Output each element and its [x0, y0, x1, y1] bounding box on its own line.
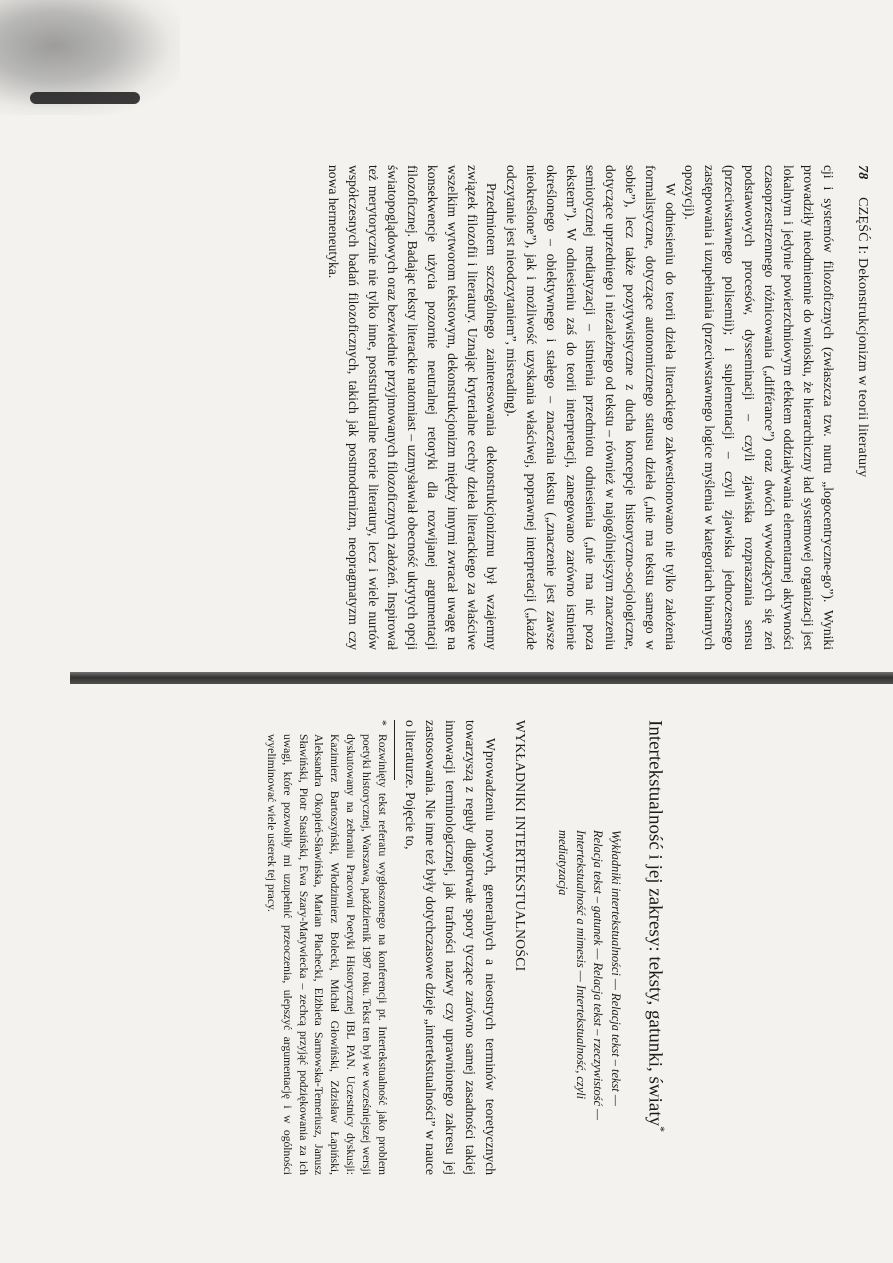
running-head: [854, 165, 870, 650]
footnote-mark: *: [375, 720, 389, 726]
page-78: [110, 165, 870, 650]
footnote: [263, 720, 389, 1175]
paragraph: Przedmiotem szczególnego zainteresowania dekonstrukcjonizmu był wzajemny związek filozofii i literatury. Uznając kryterialne cechy dzieła literackiego za właściwe wszelkim wytworom tekstowym, dekonstrukcjonizm między innymi zwracał uwagę na konsekwencje użycia pozornie neutralnej retoryki dla rozwijanej argumentacji filozoficznej. Badając teksty literackie natomiast – uzmysławiał obecność ukrytych opcji światopoglądowych oraz bezwiednie przyjmowanych filozoficznych założeń. Inspirował też merytorycznie nie tylko inne, poststrukturalne teorie literatury, lecz i wiele nurtów współczesnych badań filozoficznych, takich jak postmodernizm, neopragmatyzm czy nowa hermeneutyka.: [326, 165, 500, 650]
paragraph: cji i systemów filozoficznych (zwłaszcza tzw. nurtu „logocentryczne-go”). Wyniki prowadziły nieodmiennie do wniosku, że hierarchiczny ład systemowej organizacji jest lokalnym i jedynie powierzchniowym efektem oddziaływania elementarnej aktywności czasoprzestrzennego różnicowania („différance”) oraz dwóch wywodzących się zeń podstawowych procesów, dysseminacji – czyli zjawiska rozpraszania sensu (przeciwstawnego polisemii); i suplementacji – czyli zjawiska jednoczesnego zastępowania i uzupełniania (przeciwstawnego logice myślenia w kategoriach binarnych opozycji).: [682, 165, 836, 650]
page-78-body: [323, 165, 838, 650]
chapter-contents-epigraph: Wykładniki intertekstualności — Relacja tekst – tekst — Relacja tekst – gatunek — Relacja tekst – rzeczywistość — Intertekstualność a mimesis — Intertekstualność, czyli mediatyzacja: [556, 830, 623, 1121]
scan-edge-mark: [30, 92, 140, 104]
running-head-title: CZĘŚĆ I: Dekonstrukcjonizm w teorii literatury: [855, 197, 870, 478]
chapter-body: [401, 720, 500, 1175]
footnote-rule: [394, 720, 395, 780]
paragraph: W odniesieniu do teorii dzieła literackiego zakwestionowano nie tylko założenia formalistyczne, dotyczące autonomicznego statusu dzieła („nie ma tekstu samego w sobie”), lecz także pozytywistyczne z ducha koncepcje historyczno-socjologiczne, dotyczące uprzedniego i niezależnego od tekstu – również w najogólniejszym znaczeniu semiotycznej mediatyzacji – istnienia przedmiotu odniesienia („nie ma nic poza tekstem”). W odniesieniu zaś do teorii interpretacji, zanegowano zarówno istnienie określonego – obiektywnego i stałego – znaczenia tekstu („znaczenie jest zawsze nieokreślone”), jak i możliwość uzyskania właściwej, poprawnej interpretacji („każde odczytanie jest nieodczytaniem”, misreading).: [504, 165, 678, 650]
book-fold-shadow: [70, 672, 893, 684]
page-number: 78: [855, 165, 870, 180]
chapter-page: [108, 720, 668, 1175]
paragraph: Wprowadzeniu nowych, generalnych a nieostrych terminów teoretycznych towarzyszą z reguły długotrwałe spory tyczące zarówno samej zasadności takiej innowacji terminologicznej, jak trafności nazwy czy uprawnionego zakresu jej zastosowania. Nie inne też były dotychczasowe dzieje „intertekstualności” w nauce o literaturze. Pojęcie to,: [403, 720, 498, 1175]
footnote-text: Rozwinięty tekst referatu wygłoszonego na konferencji pt. Intertekstualność jako problem poetyki historycznej, Warszawa, październik 1987 roku. Tekst ten był we wcześniejszej wersji dyskutowany na zebraniu Pracowni Poetyki Historycznej IBL PAN. Uczestnicy dyskusji: Kazimierz Bartoszyński, Włodzimierz Bolecki, Michał Głowiński, Zdzisław Łapiński, Aleksandra Okopień-Sławińska, Marian Płachecki, Elżbieta Sarnowska-Temeriusz, Janusz Sławiński, Piotr Stasiński, Ewa Szary-Matywiecka – zechcą przyjąć podziękowania za ich uwagi, które pozwoliły mi uzupełnić przeoczenia, ulepszyć argumentację i w ogólności wyeliminować wiele usterek tej pracy.: [265, 734, 389, 1175]
section-title: WYKŁADNIKI INTERTEKSTUALNOŚCI: [512, 720, 528, 972]
chapter-footnote-mark: *: [654, 1126, 668, 1133]
chapter-title-text: Intertekstualność i jej zakresy: teksty, gatunki, światy: [644, 720, 666, 1127]
chapter-title: [644, 720, 668, 1175]
